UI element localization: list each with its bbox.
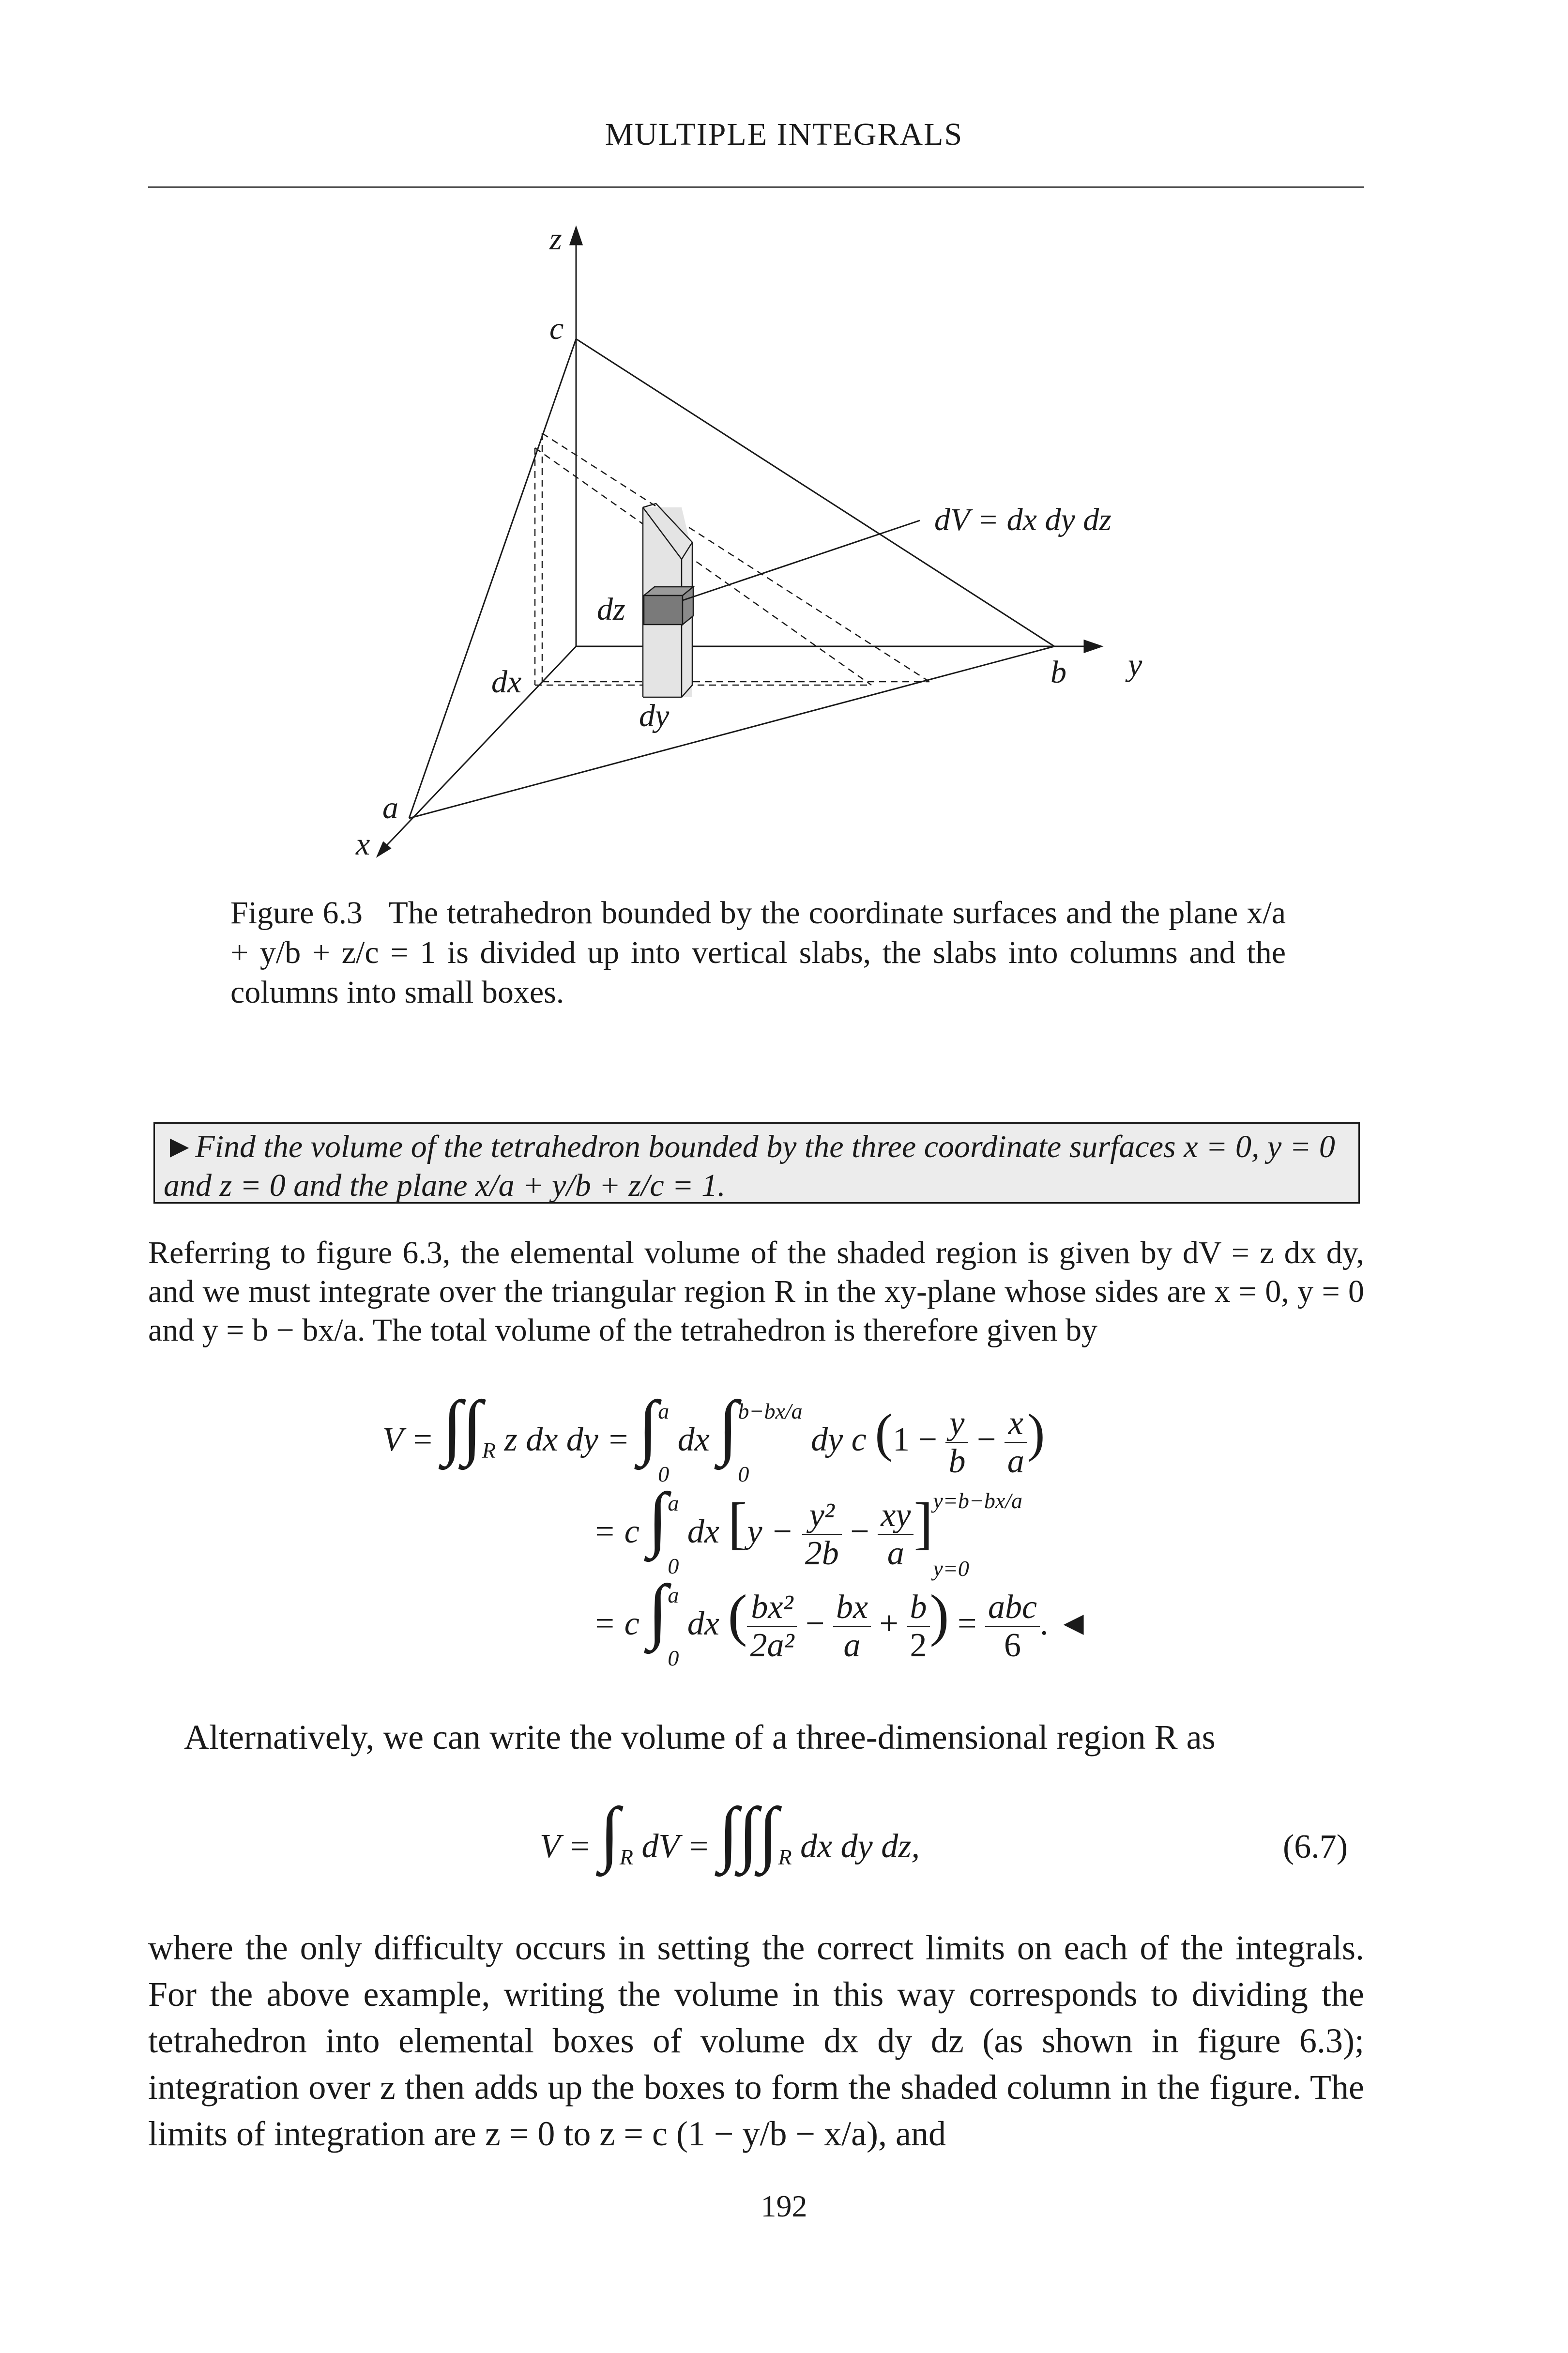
label-z: z [549, 221, 562, 257]
eq2-lower-0: 0 [668, 1553, 679, 1578]
eq3-plus: + [879, 1605, 898, 1642]
eq1-region: R [482, 1438, 496, 1463]
eq3-lower-0: 0 [668, 1645, 679, 1670]
eq3-integral-symbol: ∫ [648, 1570, 668, 1650]
equation-line-3 [593, 1569, 1090, 1675]
eq2-upper-a: a [668, 1490, 679, 1515]
eq1-close-paren: ) [1027, 1403, 1045, 1462]
label-dy: dy [639, 698, 670, 733]
equation-number: (6.7) [1283, 1828, 1348, 1865]
eq2-close-bracket: ] [913, 1491, 933, 1555]
y-axis-arrow [1084, 641, 1101, 652]
page-number: 192 [761, 2189, 807, 2223]
slab-top-dashed-2 [535, 448, 871, 685]
eq3-close-paren: ) [929, 1583, 949, 1647]
dv-pointer [683, 520, 920, 600]
eq67-rhs: dx dy dz, [800, 1828, 920, 1865]
eq1-minus: − [976, 1421, 996, 1458]
edge-c-a [409, 339, 576, 818]
label-x: x [356, 826, 370, 862]
paragraph-3: where the only difficulty occurs in setting the correct limits on each of the integrals. For the above example, writing the volume in this way corresponds to dividing the tetrahedron into elemental boxes of volume dx dy dz (as shown in figure 6.3); integration over z then adds up the boxes to form the shaded column in the figure. The limits of integration are z = 0 to z = c (1 − y/b − x/a), and [148, 1928, 1364, 2153]
example-marker: ► [164, 1129, 196, 1164]
caption-text: The tetrahedron bounded by the coordinate surfaces and the plane x/a + y/b + z/c = 1 is divided up into vertical slabs, the slabs into columns and the columns into small boxes. [230, 895, 1286, 1010]
eq2-open-bracket: [ [728, 1491, 747, 1555]
eq3-minus: − [805, 1605, 825, 1642]
eq2-minus: − [850, 1513, 869, 1550]
eq1-lower-inner: 0 [738, 1461, 749, 1486]
eq1-integrand: z dx dy = [504, 1421, 630, 1458]
eq1-frac-y-b: $\frac{y}{b}$ [945, 1405, 968, 1480]
eq67-region-1: R [619, 1845, 633, 1869]
shaded-column [643, 504, 693, 697]
eq1-one: 1 − [892, 1421, 937, 1458]
label-c: c [549, 311, 564, 346]
eq1-lhs: V = [382, 1421, 434, 1458]
eq3-end-marker: . ◄ [1040, 1605, 1091, 1642]
eq67-region-2: R [778, 1845, 792, 1869]
label-y: y [1128, 647, 1142, 683]
eq67-mid: dV = [641, 1828, 710, 1865]
eq3-frac-result: $\frac{\text{abc}}{6}$ [985, 1589, 1040, 1664]
eq3-eq: = c [593, 1605, 639, 1642]
paragraph-1: Referring to figure 6.3, the elemental volume of the shaded region is given by dV = z dx dy, and we must integrate over the triangular region R in the xy-plane whose sides are x = 0, y = 0 and y = b − bx/a. The total volume of the tetrahedron is therefore given by [148, 1235, 1364, 1348]
integral-symbol-inner: ∫ [718, 1386, 738, 1467]
eq1-lower-0: 0 [658, 1461, 670, 1486]
example-text: Find the volume of the tetrahedron bounded by the three coordinate surfaces x = 0, y = 0 and z = 0 and the plane x/a + y/b + z/c = 1. [164, 1129, 1335, 1203]
label-a: a [382, 790, 398, 825]
worked-example-box [153, 1122, 1360, 1204]
eq67-lhs: V = [540, 1828, 592, 1865]
tetrahedron-figure [0, 0, 1568, 871]
eq2-integral-symbol: ∫ [648, 1478, 668, 1558]
double-integral-symbol: ∫∫ [442, 1386, 482, 1467]
eq1-open-paren: ( [875, 1403, 893, 1462]
eq1-upper-inner: b−bx/a [738, 1398, 803, 1423]
eq2-dx: dx [687, 1513, 719, 1550]
figure-caption [230, 893, 1286, 1012]
eq2-y: y − [747, 1513, 794, 1550]
eq3-frac-3: $\frac{b}{2}$ [907, 1589, 930, 1664]
z-axis-arrow [570, 228, 582, 244]
eq67-single-integral: ∫ [599, 1793, 620, 1873]
eq1-dyc: dy c [811, 1421, 867, 1458]
eq67-triple-integral: ∫∫∫ [718, 1793, 778, 1873]
eq1-dx: dx [677, 1421, 710, 1458]
eq3-upper-a: a [668, 1582, 679, 1607]
eq3-frac-2: $\frac{bx}{a}$ [833, 1589, 871, 1664]
label-dz: dz [597, 592, 625, 627]
label-dv: dV = dx dy dz [934, 502, 1111, 537]
label-b: b [1050, 655, 1066, 690]
eq1-frac-x-a: $\frac{x}{a}$ [1005, 1405, 1027, 1480]
eq2-frac-1: $\frac{\text{y²}}{2b}$ [802, 1497, 842, 1572]
equation-6-7 [540, 1791, 920, 1875]
integral-symbol-outer: ∫ [638, 1386, 658, 1467]
eq1-upper-a: a [658, 1398, 670, 1423]
eq2-upper-limit: y=b−bx/a [933, 1488, 1023, 1513]
equation-line-1 [382, 1385, 1045, 1491]
eq2-frac-2: $\frac{xy}{a}$ [878, 1497, 913, 1572]
caption-label: Figure 6.3 [230, 895, 363, 931]
paragraph-2: Alternatively, we can write the volume of a three-dimensional region R as [184, 1718, 1216, 1757]
eq3-open-paren: ( [728, 1583, 747, 1647]
running-header: MULTIPLE INTEGRALS [605, 117, 963, 152]
slab-top-dashed [542, 433, 929, 682]
eq2-eq: = c [593, 1513, 639, 1550]
label-dx: dx [491, 664, 522, 700]
eq3-frac-1: $\frac{\text{bx²}}{\text{2a²}}$ [747, 1589, 797, 1664]
eq2-lower-limit: y=0 [933, 1556, 969, 1581]
eq3-equals: = [957, 1605, 977, 1642]
eq3-dx: dx [687, 1605, 719, 1642]
